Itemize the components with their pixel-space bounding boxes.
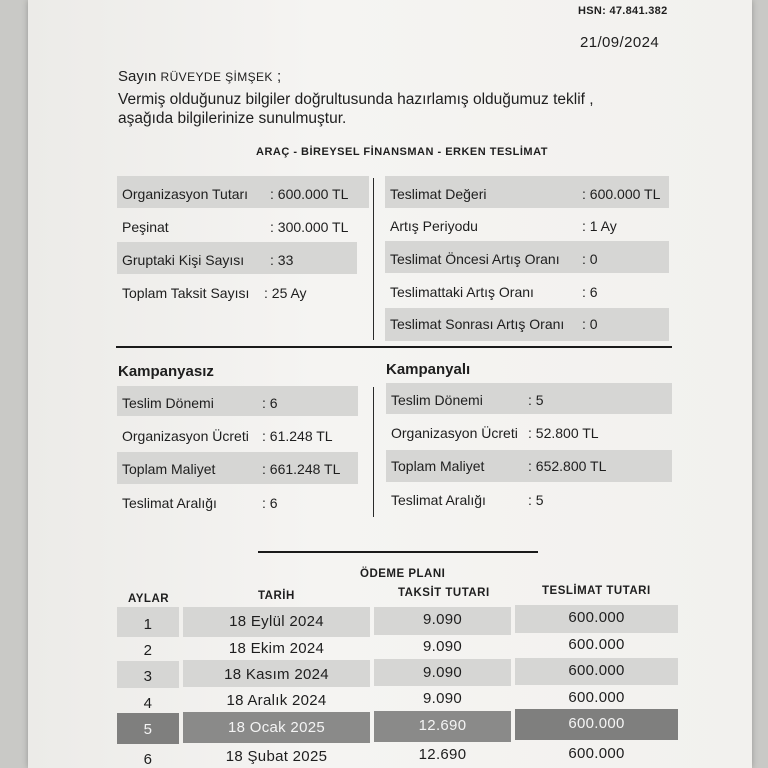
row-label: Toplam Taksit Sayısı — [122, 285, 250, 301]
row-value: : 300.000 TL — [270, 219, 349, 235]
row-label: Teslimat Sonrası Artış Oranı — [390, 316, 565, 332]
campaign-row — [391, 392, 544, 408]
campaign-divider — [373, 387, 374, 517]
row-value: : 61.248 TL — [262, 428, 333, 444]
no-campaign-row — [122, 428, 333, 444]
row-value: : 0 — [582, 251, 598, 267]
cell-month: 4 — [143, 695, 153, 712]
row-value: : 6 — [262, 495, 278, 511]
column-header-delivery: TESLİMAT TUTARI — [542, 585, 651, 597]
salutation: Sayın — [118, 68, 157, 85]
plan-title: ARAÇ - BİREYSEL FİNANSMAN - ERKEN TESLİMAT — [256, 146, 548, 158]
salutation-suffix: ; — [277, 68, 282, 85]
cell-date: 18 Ocak 2025 — [228, 719, 325, 736]
no-campaign-title: Kampanyasız — [118, 363, 214, 380]
payment-plan-title: ÖDEME PLANI — [360, 568, 446, 580]
row-label: Teslim Dönemi — [391, 392, 483, 408]
cell-installment: 9.090 — [422, 611, 463, 628]
no-campaign-row — [122, 495, 278, 511]
intro-line-2: aşağıda bilgilerinize sunulmuştur. — [118, 110, 347, 127]
row-value: : 33 — [270, 252, 294, 268]
column-header-installment: TAKSİT TUTARI — [398, 587, 490, 599]
summary-right-row — [390, 316, 598, 332]
cell-installment: 9.090 — [422, 638, 463, 655]
summary-left-row — [122, 252, 294, 268]
row-value: : 6 — [582, 284, 598, 300]
row-value: : 661.248 TL — [262, 461, 341, 477]
row-label: Organizasyon Ücreti — [391, 425, 518, 441]
column-header-month: AYLAR — [128, 593, 170, 605]
row-value: : 5 — [528, 392, 544, 408]
row-value: : 652.800 TL — [528, 458, 607, 474]
campaign-row — [391, 425, 599, 441]
campaign-row — [391, 458, 607, 474]
summary-right-row — [390, 284, 598, 300]
row-label: Teslim Dönemi — [122, 395, 214, 411]
row-label: Gruptaki Kişi Sayısı — [122, 252, 245, 268]
cell-delivery: 600.000 — [568, 609, 625, 626]
row-label: Organizasyon Ücreti — [122, 428, 249, 444]
row-value: : 600.000 TL — [582, 186, 661, 202]
row-value: : 600.000 TL — [270, 186, 349, 202]
cell-installment: 9.090 — [422, 690, 463, 707]
payment-plan-rule — [258, 551, 538, 553]
cell-delivery: 600.000 — [568, 715, 625, 732]
cell-month: 6 — [143, 751, 153, 768]
no-campaign-row — [122, 395, 278, 411]
campaign-row — [391, 492, 544, 508]
cell-delivery: 600.000 — [568, 662, 625, 679]
customer-name: RÜVEYDE ŞİMŞEK — [160, 70, 273, 84]
hsn-number: HSN: 47.841.382 — [578, 5, 668, 17]
cell-date: 18 Ekim 2024 — [228, 640, 325, 657]
cell-installment: 12.690 — [418, 717, 467, 734]
cell-date: 18 Şubat 2025 — [225, 748, 328, 765]
cell-date: 18 Aralık 2024 — [226, 692, 327, 709]
cell-delivery: 600.000 — [568, 689, 625, 706]
row-label: Teslimat Aralığı — [391, 492, 486, 508]
intro-line-1: Vermiş olduğunuz bilgiler doğrultusunda hazırlamış olduğumuz teklif , — [118, 91, 594, 108]
row-label: Teslimat Değeri — [390, 186, 487, 202]
document-date: 21/09/2024 — [580, 34, 660, 51]
cell-month: 1 — [143, 616, 153, 633]
summary-left-row — [122, 285, 307, 301]
row-value: : 5 — [528, 492, 544, 508]
row-label: Teslimat Öncesi Artış Oranı — [390, 251, 560, 267]
row-label: Toplam Maliyet — [391, 458, 485, 474]
row-value: : 0 — [582, 316, 598, 332]
campaign-title: Kampanyalı — [386, 361, 471, 378]
cell-delivery: 600.000 — [568, 745, 625, 762]
summary-divider — [373, 178, 374, 340]
row-value: : 6 — [262, 395, 278, 411]
cell-installment: 9.090 — [422, 664, 463, 681]
summary-left-row — [122, 186, 349, 202]
row-label: Artış Periyodu — [390, 218, 478, 234]
row-value: : 1 Ay — [582, 218, 617, 234]
section-rule — [116, 346, 672, 348]
cell-month: 2 — [143, 642, 153, 659]
column-header-date: TARİH — [258, 590, 295, 602]
summary-right-row — [390, 218, 617, 234]
cell-month: 3 — [143, 668, 153, 685]
row-label: Toplam Maliyet — [122, 461, 216, 477]
no-campaign-row — [122, 461, 341, 477]
cell-delivery: 600.000 — [568, 636, 625, 653]
row-label: Teslimat Aralığı — [122, 495, 217, 511]
row-label: Peşinat — [122, 219, 169, 235]
row-label: Teslimattaki Artış Oranı — [390, 284, 534, 300]
cell-date: 18 Eylül 2024 — [229, 613, 324, 630]
summary-right-row — [390, 251, 598, 267]
row-value: : 52.800 TL — [528, 425, 599, 441]
greeting — [118, 68, 281, 85]
row-value: : 25 Ay — [264, 285, 307, 301]
cell-month: 5 — [143, 721, 153, 738]
cell-installment: 12.690 — [418, 746, 467, 763]
summary-right-row — [390, 186, 661, 202]
summary-left-row — [122, 219, 349, 235]
cell-date: 18 Kasım 2024 — [224, 666, 329, 683]
row-label: Organizasyon Tutarı — [122, 186, 249, 202]
